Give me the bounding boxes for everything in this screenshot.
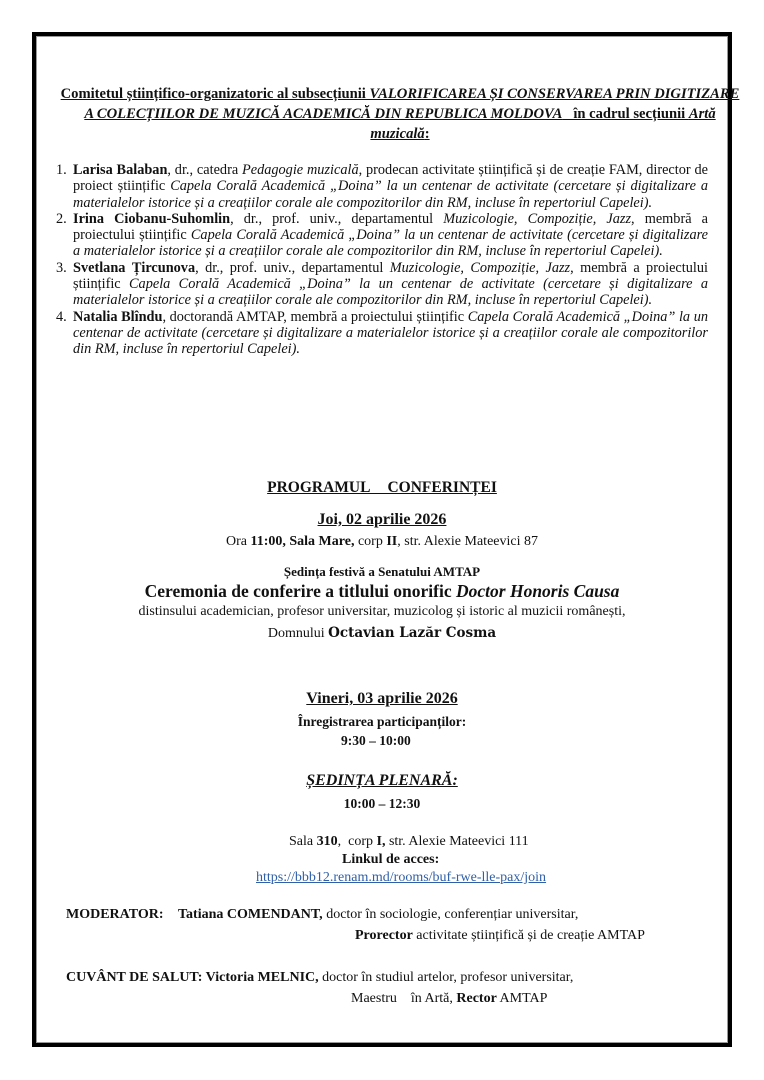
laureate-line xyxy=(0,625,764,642)
domnul-label: Domnului xyxy=(267,626,329,641)
member-number: 3. xyxy=(56,259,67,276)
greeting-role-desc: AMTAP xyxy=(496,991,548,1006)
member-department: Muzicologie, Compoziție, Jazz xyxy=(389,259,571,276)
member-project: Capela Corală Academică „Doina” la un centenar de activitate (cercetare și digitalizare a materialelor istorice și a creațiilor corale ale compozitorilor din RM, incluse în repertoriul Capelei). xyxy=(73,308,708,358)
member-number: 1. xyxy=(56,162,67,178)
member-number: 2. xyxy=(56,210,67,227)
corp-label: , corp xyxy=(337,834,377,849)
member-text: , dr., prof. univ., departamentul xyxy=(195,259,390,276)
greeting-line xyxy=(66,970,573,986)
plenary-time: 10:00 – 12:30 xyxy=(343,796,421,811)
member-department: Muzicologie, Compoziție, Jazz xyxy=(443,210,632,227)
sala-number: 310 xyxy=(316,834,338,849)
member-name: Svetlana Țircunova xyxy=(73,259,196,276)
member-text: , dr., prof. univ., departamentul xyxy=(230,210,444,227)
committee-members-list xyxy=(56,162,708,358)
member-project: Capela Corală Academică „Doina” la un centenar de activitate (cercetare și digitalizare a materialelor istorice și a creațiilor corale ale compozitorilor din RM, incluse în repertoriul Capelei). xyxy=(73,276,708,309)
day1-corp: II xyxy=(386,534,398,549)
day2-location xyxy=(289,834,529,850)
committee-heading xyxy=(60,84,740,144)
committee-end: : xyxy=(424,126,430,142)
moderator-name: Tatiana COMENDANT, xyxy=(178,907,323,922)
join-link[interactable]: https://bbb12.renam.md/rooms/buf-rwe-lle-pax/join xyxy=(256,870,547,885)
greeting-title: Maestru în Artă, xyxy=(351,991,457,1006)
member-name: Irina Ciobanu-Suhomlin xyxy=(73,210,231,227)
day1-time: 11:00, xyxy=(250,534,286,549)
moderator-role: Prorector xyxy=(355,928,413,943)
member-item xyxy=(56,162,708,211)
day2-date: Vineri, 03 aprilie 2026 xyxy=(306,690,458,707)
member-item xyxy=(56,309,708,358)
member-item xyxy=(56,260,708,309)
member-role: , membră a proiectului științific xyxy=(73,210,708,244)
moderator-role-desc: activitate științifică și de creație AMTAP xyxy=(412,928,645,943)
greeting-role-line xyxy=(351,991,547,1007)
member-project: Capela Corală Academică „Doina” la un centenar de activitate (cercetare și digitalizare a materialelor istorice și a creațiilor corale ale compozitorilor din RM, incluse în repertoriul Capelei). xyxy=(73,178,708,211)
registration-label: Înregistrarea participanților: xyxy=(297,714,467,729)
ceremony-title xyxy=(0,581,764,602)
ceremony-text: Ceremonia de conferire a titlului onorific xyxy=(144,581,456,601)
section-title: Artă muzicală xyxy=(370,106,716,142)
day2-address: str. Alexie Mateevici 111 xyxy=(385,834,529,849)
program-title: PROGRAMUL CONFERINȚEI xyxy=(267,479,497,496)
day1-date: Joi, 02 aprilie 2026 xyxy=(317,511,447,528)
member-name: Natalia Blîndu xyxy=(73,308,163,325)
laureate-description: distinsului academician, profesor universitar, muzicolog și istoric al muzicii românești, xyxy=(138,604,626,619)
member-number: 4. xyxy=(56,308,67,325)
link-label: Linkul de acces: xyxy=(342,852,440,867)
member-name: Larisa Balaban xyxy=(73,162,168,178)
moderator-line xyxy=(178,907,578,923)
greeting-desc: doctor în studiul artelor, profesor universitar, xyxy=(318,970,574,985)
subsection-title: VALORIFICAREA ȘI CONSERVAREA PRIN DIGITIZARE A COLECȚIILOR DE MUZICĂ ACADEMICĂ DIN REPUBLICA MOLDOVA xyxy=(84,86,740,122)
plenary-title: ȘEDINȚA PLENARĂ: xyxy=(306,772,458,789)
member-item xyxy=(56,211,708,260)
member-role: , membră a proiectului științific xyxy=(73,259,708,293)
moderator-desc: doctor în sociologie, conferențiar universitar, xyxy=(322,907,579,922)
day1-hall: Sala Mare, xyxy=(285,534,355,549)
registration-time: 9:30 – 10:00 xyxy=(341,733,411,748)
time-label: Ora xyxy=(225,534,251,549)
sala-label: Sala xyxy=(289,834,317,849)
greeting-label: CUVÂNT DE SALUT: xyxy=(66,970,203,985)
day2-corp: I, xyxy=(376,834,386,849)
greeting-name: Victoria MELNIC, xyxy=(202,970,319,985)
corp-label: corp xyxy=(354,534,387,549)
committee-middle: în cadrul secțiunii xyxy=(562,106,689,122)
senate-session: Ședința festivă a Senatului AMTAP xyxy=(283,564,481,579)
member-role: , prodecan activitate științifică și de creație FAM, director de proiect științific xyxy=(73,162,708,195)
committee-intro: Comitetul științifico-organizatoric al subsecțiunii xyxy=(60,86,370,102)
day1-address: , str. Alexie Mateevici 87 xyxy=(397,534,538,549)
day1-location xyxy=(0,534,764,550)
member-text: , dr., catedra xyxy=(167,162,242,178)
honoris-causa: Doctor Honoris Causa xyxy=(456,581,620,601)
member-department: Pedagogie muzicală xyxy=(242,162,359,178)
laureate-name: Octavian Lazăr Cosma xyxy=(328,625,497,641)
member-project: Capela Corală Academică „Doina” la un centenar de activitate (cercetare și digitalizare a materialelor istorice și a creațiilor corale ale compozitorilor din RM, incluse în repertoriul Capelei). xyxy=(73,227,708,260)
moderator-label: MODERATOR: xyxy=(66,907,164,922)
greeting-role: Rector xyxy=(456,991,497,1006)
moderator-role-line xyxy=(355,928,645,944)
member-text: , doctorandă AMTAP, membră a proiectului științific xyxy=(162,308,468,325)
